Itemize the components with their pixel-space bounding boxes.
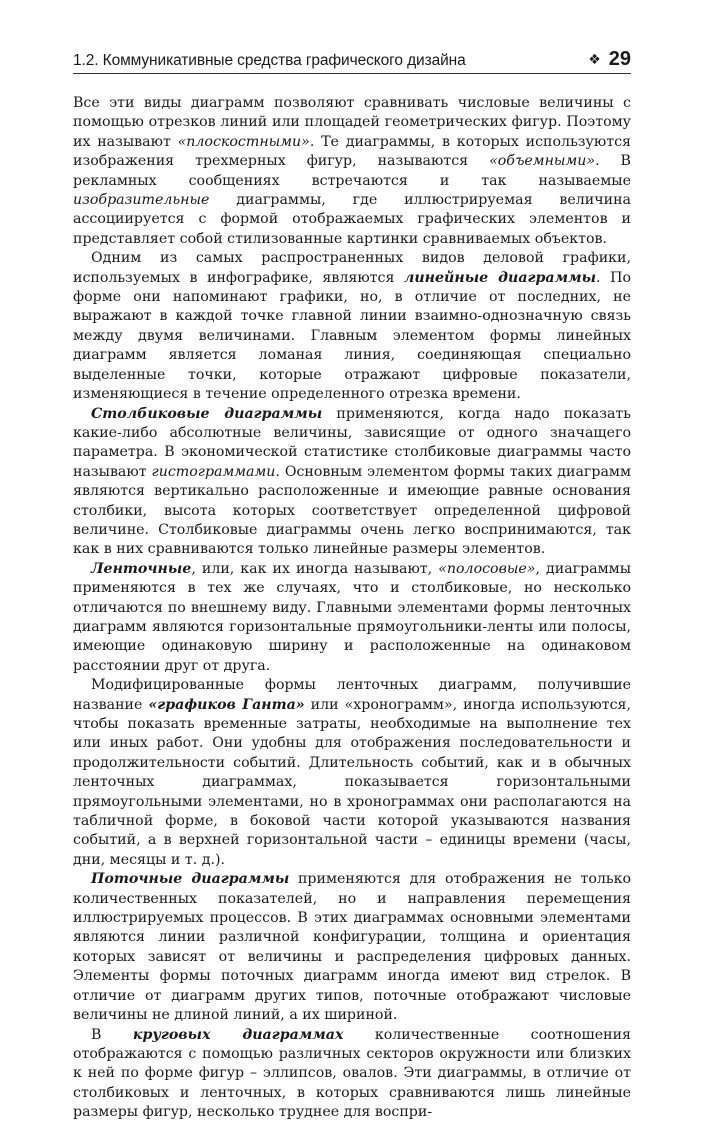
- paragraph: [73, 1026, 631, 1123]
- text-run: . Основным элементом формы таких диаграмм являются вертикально расположенные и имеющие равные основания столбики, высота которых соответствует определенной цифровой величине. Столбиковые диаграммы очень легко воспринимаются, так как в них сравниваются только линейные размеры элементов.: [73, 463, 631, 558]
- term-italic: «полосовые»: [438, 560, 536, 577]
- term-bold-italic: Столбиковые диаграммы: [91, 405, 323, 422]
- paragraph: [73, 870, 631, 1025]
- running-header: [73, 44, 631, 74]
- paragraph: [73, 249, 631, 404]
- text-run: Одним из самых распространенных видов деловой графики, используемых в инфографике, являются: [73, 250, 631, 286]
- paragraph: [73, 405, 631, 560]
- text-run: . По форме они напоминают графики, но, в отличие от последних, не выражают в каждой точке главной линии взаимно-однозначную связь между двумя величинами. Главным элементом формы линейных диаграмм является ломаная линия, соединяющая специально выделенные точки, которые отражают цифровые показатели, изменяющиеся в течение определенного отрезка времени.: [73, 269, 631, 403]
- paragraph: [73, 94, 631, 249]
- text-run: , диаграммы применяются в тех же случаях, что и столбиковые, но несколько отличаются по внешнему виду. Главными элементами формы ленточных диаграмм являются горизонтальные прямоугольники-ленты или полосы, имеющие одинаковую ширину и расположенные на одинаковом расстоянии друг от друга.: [73, 560, 631, 674]
- term-bold-italic: Поточные диаграммы: [91, 871, 290, 888]
- term-italic: гистограммами: [151, 463, 276, 480]
- text-run: , или, как их иногда называют,: [191, 560, 439, 577]
- header-divider: [73, 73, 631, 74]
- term-bold-italic: круговых диаграммах: [132, 1026, 344, 1043]
- paragraph: [73, 676, 631, 870]
- text-run: количественные соотношения отображаются с помощью различных секторов окружности или близких к ней по форме фигур – эллипсов, овалов. Эти диаграммы, в отличие от столбиковых и ленточных, в которых сравниваются лишь линейные размеры фигур, несколько труднее для воспри-: [73, 1026, 632, 1121]
- term-bold-italic: линейные диаграммы: [403, 269, 597, 286]
- text-run: В: [91, 1026, 133, 1043]
- page-number-group: [588, 48, 631, 71]
- text-run: . В рекламных сообщениях встречаются и так называемые: [73, 153, 631, 189]
- page-number: 29: [608, 48, 631, 70]
- term-bold-italic: Ленточные: [91, 560, 192, 577]
- term-italic: «объемными»: [489, 153, 596, 170]
- text-run: диаграммы, где иллюстрируемая величина ассоциируется с формой отображаемых графических элементов и представляет собой стилизованные картинки сравниваемых объектов.: [73, 192, 631, 247]
- text-run: . Те диаграммы, в которых используются изображения трехмерных фигур, называются: [73, 133, 631, 170]
- body-text: [73, 94, 631, 1123]
- paragraph: [73, 560, 631, 676]
- text-run: Модифицированные формы ленточных диаграмм, получившие название: [73, 677, 631, 713]
- text-run: или «хронограмм», иногда используются, чтобы показать временные затраты, необходимые на выполнение тех или иных работ. Они удобны для отображения последовательности и продолжительности событий. Длительность событий, как и в обычных ленточных диаграммах, показывается горизонтальными прямоугольными элементами, но в хронограммах они располагаются на табличной форме, в боковой части которой указываются названия событий, а в верхней горизонтальной части – единицы времени (часы, дни, месяцы и т. д.).: [73, 696, 632, 868]
- term-italic: изобразительные: [73, 192, 210, 209]
- text-run: применяются для отображения не только количественных показателей, но и направления перемещения иллюстрируемых процессов. В этих диаграммах основными элементами являются линии различной конфигурации, толщина и ориентация которых зависят от величины и распределения цифровых данных. Элементы формы поточных диаграмм иногда имеют вид стрелок. В отличие от диаграмм других типов, поточные отображают числовые величины не длиной линий, а их шириной.: [73, 871, 632, 1024]
- term-italic: «плоскостными»: [177, 133, 310, 150]
- text-run: Все эти виды диаграмм позволяют сравнивать числовые величины с помощью отрезков линий или площадей геометрических фигур. Поэтому их называют: [73, 95, 631, 150]
- term-bold-italic: «графиков Ганта»: [148, 696, 305, 713]
- text-run: применяются, когда надо показать какие-либо абсолютные величины, зависящие от одного значащего параметра. В экономической статистике столбиковые диаграммы часто называют: [73, 405, 631, 480]
- diamond-ornament-icon: ❖: [588, 51, 601, 68]
- section-title: 1.2. Коммуникативные средства графического дизайна: [73, 52, 466, 69]
